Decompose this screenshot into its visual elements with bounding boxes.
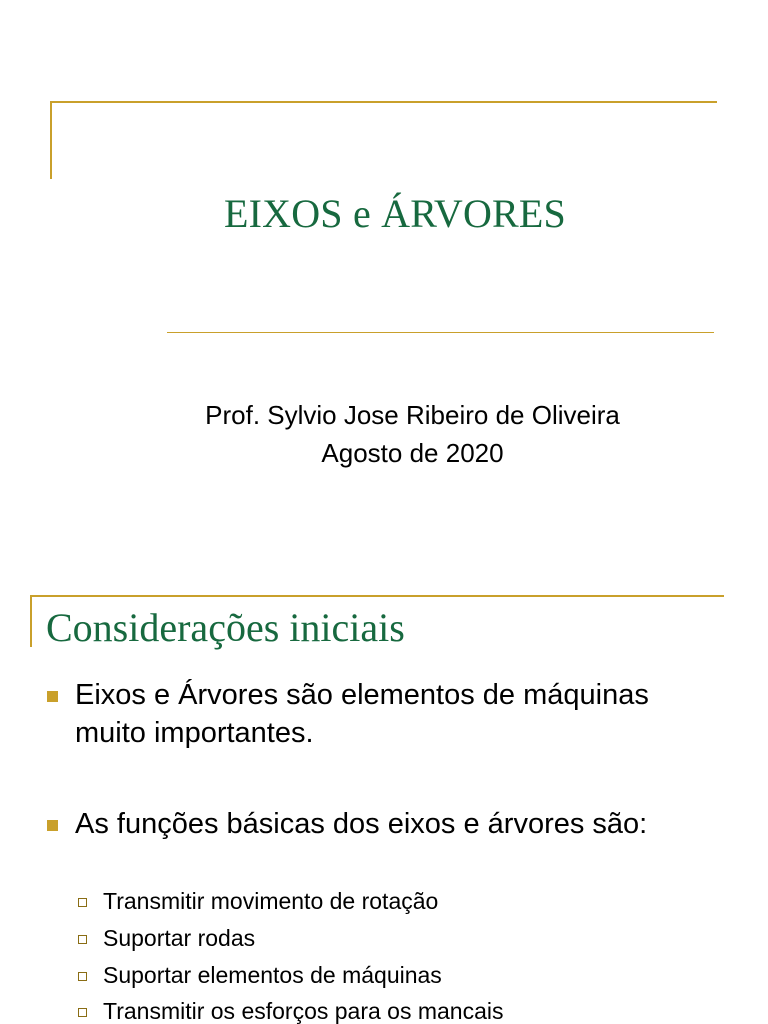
sub-bullet-item (78, 961, 442, 989)
author-block (160, 396, 665, 472)
slide2-left-rule (30, 595, 32, 647)
slide2-title: Considerações iniciais (46, 605, 405, 650)
bullet-item (47, 805, 675, 843)
hollow-square-bullet-icon (78, 898, 87, 907)
bullet-text: As funções básicas dos eixos e árvores são: (75, 808, 648, 840)
bullet-item (47, 676, 675, 752)
author-name: Prof. Sylvio Jose Ribeiro de Oliveira (205, 400, 620, 430)
presentation-date: Agosto de 2020 (321, 438, 504, 468)
hollow-square-bullet-icon (78, 935, 87, 944)
sub-bullet-item (78, 997, 504, 1024)
sub-bullet-text: Transmitir movimento de rotação (103, 888, 439, 914)
title-slide-top-rule (50, 101, 717, 103)
square-bullet-icon (47, 820, 58, 831)
slide2-top-rule (30, 595, 724, 597)
title-slide-left-rule (50, 101, 52, 179)
hollow-square-bullet-icon (78, 972, 87, 981)
title-slide-divider (167, 332, 714, 333)
sub-bullet-item (78, 887, 438, 915)
sub-bullet-text: Transmitir os esforços para os mancais (103, 998, 504, 1024)
square-bullet-icon (47, 691, 58, 702)
slide1-title: EIXOS e ÁRVORES (223, 191, 567, 236)
sub-bullet-text: Suportar rodas (103, 925, 256, 951)
sub-bullet-item (78, 924, 255, 952)
hollow-square-bullet-icon (78, 1008, 87, 1017)
sub-bullet-text: Suportar elementos de máquinas (103, 962, 442, 988)
bullet-text: Eixos e Árvores são elementos de máquinas muito importantes. (75, 679, 649, 749)
